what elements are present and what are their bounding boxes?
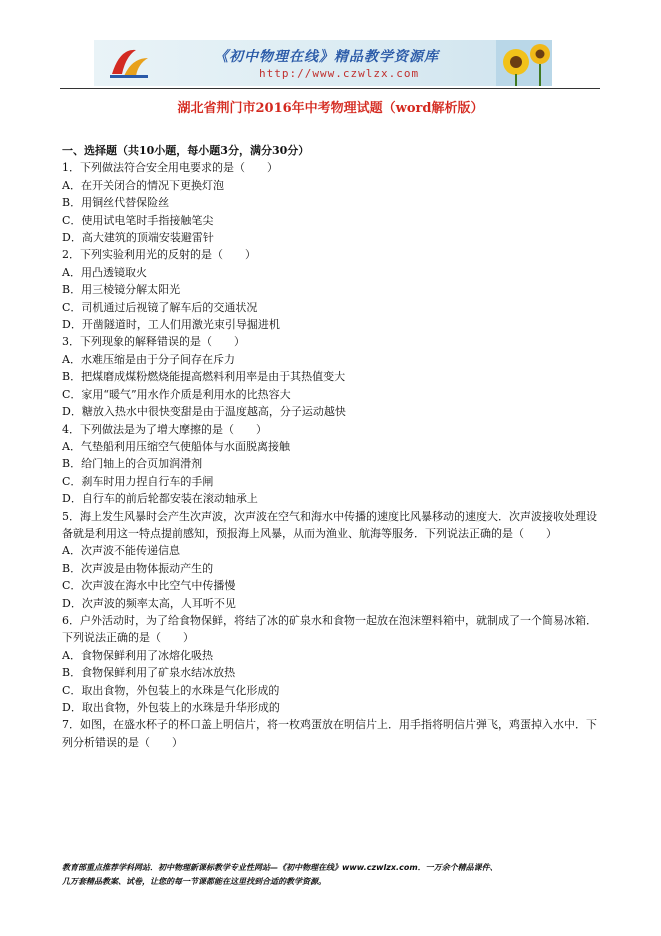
question-line: B．用铜丝代替保险丝	[62, 196, 170, 210]
header-divider	[60, 88, 600, 89]
question-line: C．家用“暖气”用水作介质是利用水的比热容大	[62, 387, 291, 401]
question-line: 2．下列实验利用光的反射的是（ ）	[62, 248, 256, 262]
document-title: 湖北省荆门市2016年中考物理试题（word解析版）	[177, 101, 484, 116]
question-line: D．取出食物，外包装上的水珠是升华形成的	[62, 701, 280, 714]
question-line: D．自行车的前后轮都安装在滚动轴承上	[62, 492, 258, 506]
question-line: D．次声波的频率太高，人耳听不见	[62, 596, 236, 610]
question-line: 5．海上发生风暴时会产生次声波，次声波在空气和海水中传播的速度比风暴移动的速度大．次声波接收处理设备就是利用这一特点提前感知，预报海上风暴，从而为渔业、航海等服务．下列说法正确的是（ ）	[62, 509, 597, 540]
question-line: D．开凿隧道时，工人们用激光束引导掘进机	[62, 318, 280, 332]
section-heading: 一、选择题（共10小题，每小题3分，满分30分）	[62, 144, 310, 157]
question-line: A．用凸透镜取火	[62, 265, 147, 279]
question-line: B．给门轴上的合页加润滑剂	[62, 457, 203, 471]
header-banner	[94, 40, 552, 86]
question-line: A．在开关闭合的情况下更换灯泡	[62, 178, 224, 192]
question-line: C．使用试电笔时手指接触笔尖	[62, 213, 214, 227]
question-line: B．用三棱镜分解太阳光	[62, 283, 181, 297]
question-line: A．水难压缩是由于分子间存在斥力	[62, 352, 235, 366]
question-line: B．把煤磨成煤粉燃烧能提高燃料利用率是由于其热值变大	[62, 370, 346, 384]
question-line: C．刹车时用力捏自行车的手闸	[62, 474, 214, 488]
footer-line: 几万套精品教案、试卷，让您的每一节课都能在这里找到合适的教学资源。	[62, 877, 326, 886]
site-logo-icon	[106, 44, 152, 82]
question-line: A．食物保鲜利用了冰熔化吸热	[62, 648, 213, 662]
question-line: A．气垫船利用压缩空气使船体与水面脱离接触	[62, 439, 290, 453]
question-line: C．取出食物，外包装上的水珠是气化形成的	[62, 683, 280, 697]
footer-line: 教育部重点推荐学科网站．初中物理新课标教学专业性网站—《初中物理在线》www.czwlzx.com．一万余个精品课件、	[62, 863, 498, 872]
question-line: 3．下列现象的解释错误的是（ ）	[62, 335, 245, 349]
question-line: D．糖放入热水中很快变甜是由于温度越高，分子运动越快	[62, 405, 346, 419]
banner-url: http://www.czwlzx.com	[259, 67, 420, 80]
question-line: 4．下列做法是为了增大摩擦的是（ ）	[62, 422, 267, 436]
question-line: C．司机通过后视镜了解车后的交通状况	[62, 300, 258, 314]
sunflower-icon	[496, 40, 552, 86]
question-line: B．次声波是由物体振动产生的	[62, 561, 214, 575]
page-footer	[62, 861, 602, 889]
question-line: D．高大建筑的顶端安装避雷针	[62, 231, 214, 245]
question-line: C．次声波在海水中比空气中传播慢	[62, 579, 236, 593]
question-line: 7．如图，在盛水杯子的杯口盖上明信片，将一枚鸡蛋放在明信片上．用手指将明信片弹飞，鸡蛋掉入水中．下列分析错误的是（ ）	[62, 718, 597, 749]
question-line: 6．户外活动时，为了给食物保鲜，将结了冰的矿泉水和食物一起放在泡沫塑料箱中，就制成了一个简易冰箱．下列说法正确的是（ ）	[62, 613, 597, 645]
question-line: A．次声波不能传递信息	[62, 544, 180, 558]
question-line: B．食物保鲜利用了矿泉水结冰放热	[62, 666, 236, 680]
banner-title: 《初中物理在线》精品教学资源库	[214, 49, 439, 65]
question-line: 1．下列做法符合安全用电要求的是（ ）	[62, 161, 278, 175]
question-list	[62, 142, 602, 751]
